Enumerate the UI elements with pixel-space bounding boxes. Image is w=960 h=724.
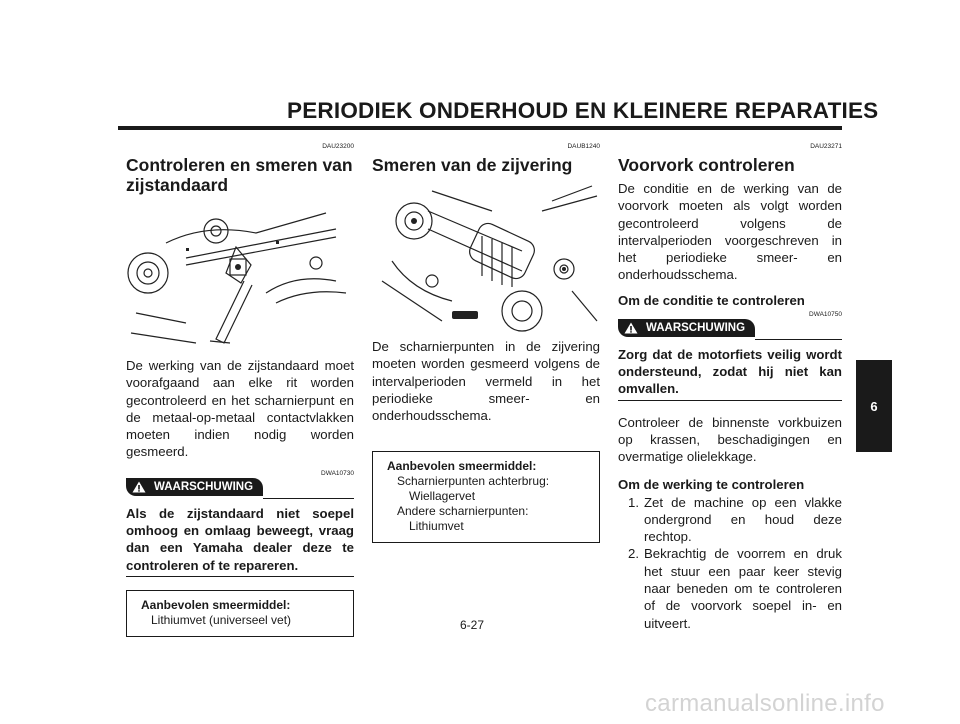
- warning-badge: [618, 319, 755, 337]
- warning-triangle-icon: [132, 481, 146, 493]
- section-paragraph-2: Controleer de binnenste vorkbuizen op krassen, beschadigingen en overmatige olielekkage.: [618, 414, 842, 465]
- subheading-condition: Om de conditie te controleren: [618, 292, 805, 308]
- lubricant-label: Andere scharnierpunten:: [397, 504, 529, 519]
- page-number: 6-27: [460, 618, 485, 632]
- steps-list: [618, 494, 842, 632]
- warning-header: [126, 478, 354, 499]
- section-title: Controleren en smeren van zijstandaard: [126, 155, 353, 195]
- column-suspension: [372, 130, 600, 543]
- suspension-illustration: [372, 181, 600, 333]
- warning-rule: [263, 498, 354, 499]
- warning-header: [618, 319, 842, 340]
- section-paragraph: De scharnierpunten in de zijvering moeten worden gesmeerd volgens de intervalperioden vermeld in het periodieke smeer- en onderhoudsschema.: [372, 339, 600, 424]
- section-paragraph: De conditie en de werking van de voorvork moeten als volgt worden gecontroleerd volgens de intervalperioden voorgeschreven in het periodieke smeer- en onderhoudsschema.: [618, 181, 842, 283]
- column-sidestand: [126, 130, 354, 637]
- section-code: DAU23271: [810, 143, 842, 150]
- step-text: Zet de machine op een vlakke ondergrond en houd deze rechtop.: [644, 494, 842, 545]
- lubricant-value: Lithiumvet: [409, 519, 464, 534]
- section-title: Smeren van de zijvering: [372, 155, 573, 175]
- lubricant-box: [372, 451, 600, 543]
- list-item: [618, 494, 842, 546]
- lubricant-value: Wiellagervet: [409, 489, 476, 504]
- chapter-tab[interactable]: 6: [856, 360, 892, 452]
- section-code: DAU23200: [322, 143, 354, 150]
- warning-code: DWA10750: [809, 310, 842, 318]
- column-front-fork: [618, 130, 842, 632]
- section-paragraph: De werking van de zijstandaard moet voorafgaand aan elke rit worden gecontroleerd en het scharnierpunt en de metaal-op-metaal contactvlakken moeten indien nodig worden gesmeerd.: [126, 358, 354, 460]
- warning-label: WAARSCHUWING: [154, 480, 254, 493]
- list-item: [618, 545, 842, 631]
- lubricant-box: [126, 590, 354, 637]
- warning-code: DWA10730: [321, 469, 354, 477]
- warning-text: Als de zijstandaard niet soepel omhoog en omlaag beweegt, vraag dan een Yamaha dealer deze te controleren of te repareren.: [126, 505, 354, 577]
- warning-label: WAARSCHUWING: [646, 321, 746, 334]
- step-number: 2.: [628, 546, 639, 562]
- footer-watermark[interactable]: carmanualsonline.info: [645, 690, 885, 717]
- warning-badge: [126, 478, 263, 496]
- warning-triangle-icon: [624, 322, 638, 334]
- section-code: DAUB1240: [567, 143, 600, 150]
- step-text: Bekrachtig de voorrem en druk het stuur een paar keer stevig naar beneden om te controleren of de voorvork soepel in- en uitveert.: [644, 546, 842, 631]
- section-title: Voorvork controleren: [618, 155, 795, 175]
- sidestand-illustration: [126, 203, 354, 349]
- lubricant-title: Aanbevolen smeermiddel:: [387, 459, 537, 474]
- lubricant-label: Scharnierpunten achterbrug:: [397, 474, 550, 489]
- subheading-operation: Om de werking te controleren: [618, 476, 805, 492]
- lubricant-item: Lithiumvet (universeel vet): [151, 612, 292, 627]
- step-number: 1.: [628, 494, 639, 510]
- page-header-title: PERIODIEK ONDERHOUD EN KLEINERE REPARATIES: [287, 98, 879, 123]
- warning-text: Zorg dat de motorfiets veilig wordt ondersteund, zodat hij niet kan omvallen.: [618, 346, 842, 401]
- warning-rule: [755, 339, 842, 340]
- lubricant-title: Aanbevolen smeermiddel:: [141, 597, 291, 612]
